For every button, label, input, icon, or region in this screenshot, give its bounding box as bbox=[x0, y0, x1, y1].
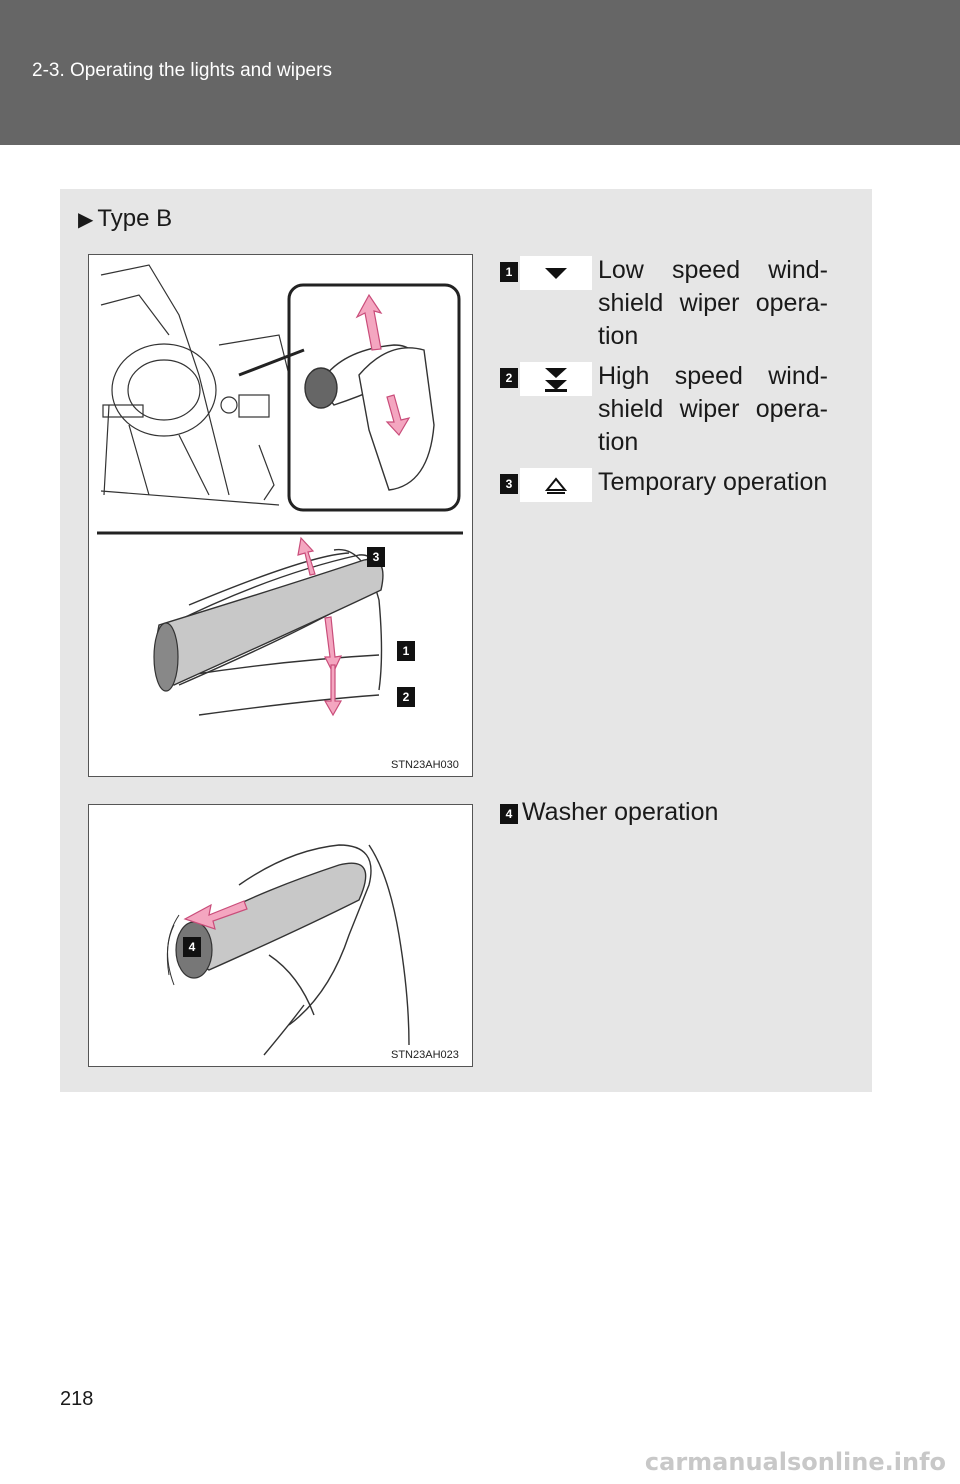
item-number-4: 4 bbox=[500, 804, 518, 824]
double-triangle-down-icon bbox=[520, 362, 592, 396]
callout-4: 4 bbox=[183, 937, 201, 957]
callout-3: 3 bbox=[367, 547, 385, 567]
triangle-down-icon bbox=[520, 256, 592, 290]
play-triangle-icon: ▶ bbox=[78, 209, 94, 231]
figure-code: STN23AH023 bbox=[391, 1049, 459, 1061]
page-number: 218 bbox=[60, 1388, 94, 1410]
item-description-4: Washer operation bbox=[522, 798, 719, 826]
figure-wiper-lever bbox=[88, 254, 473, 777]
type-label-text: Type B bbox=[97, 205, 173, 232]
washer-lever-illustration bbox=[89, 805, 472, 1066]
item-number-2: 2 bbox=[500, 368, 518, 388]
watermark: carmanualsonline.info bbox=[644, 1448, 946, 1476]
item-number-1: 1 bbox=[500, 262, 518, 282]
item-description-2: High speed wind- shield wiper opera- tion bbox=[598, 362, 828, 456]
figure-washer bbox=[88, 804, 473, 1067]
callout-2: 2 bbox=[397, 687, 415, 707]
chevron-up-outline-icon bbox=[520, 468, 592, 502]
item-description-1: Low speed wind- shield wiper opera- tion bbox=[598, 256, 828, 350]
item-number-3: 3 bbox=[500, 474, 518, 494]
figure-code: STN23AH030 bbox=[391, 759, 459, 771]
item-description-3: Temporary operation bbox=[598, 468, 828, 496]
section-title: 2-3. Operating the lights and wipers bbox=[32, 60, 332, 81]
callout-1: 1 bbox=[397, 641, 415, 661]
type-label bbox=[78, 205, 172, 233]
